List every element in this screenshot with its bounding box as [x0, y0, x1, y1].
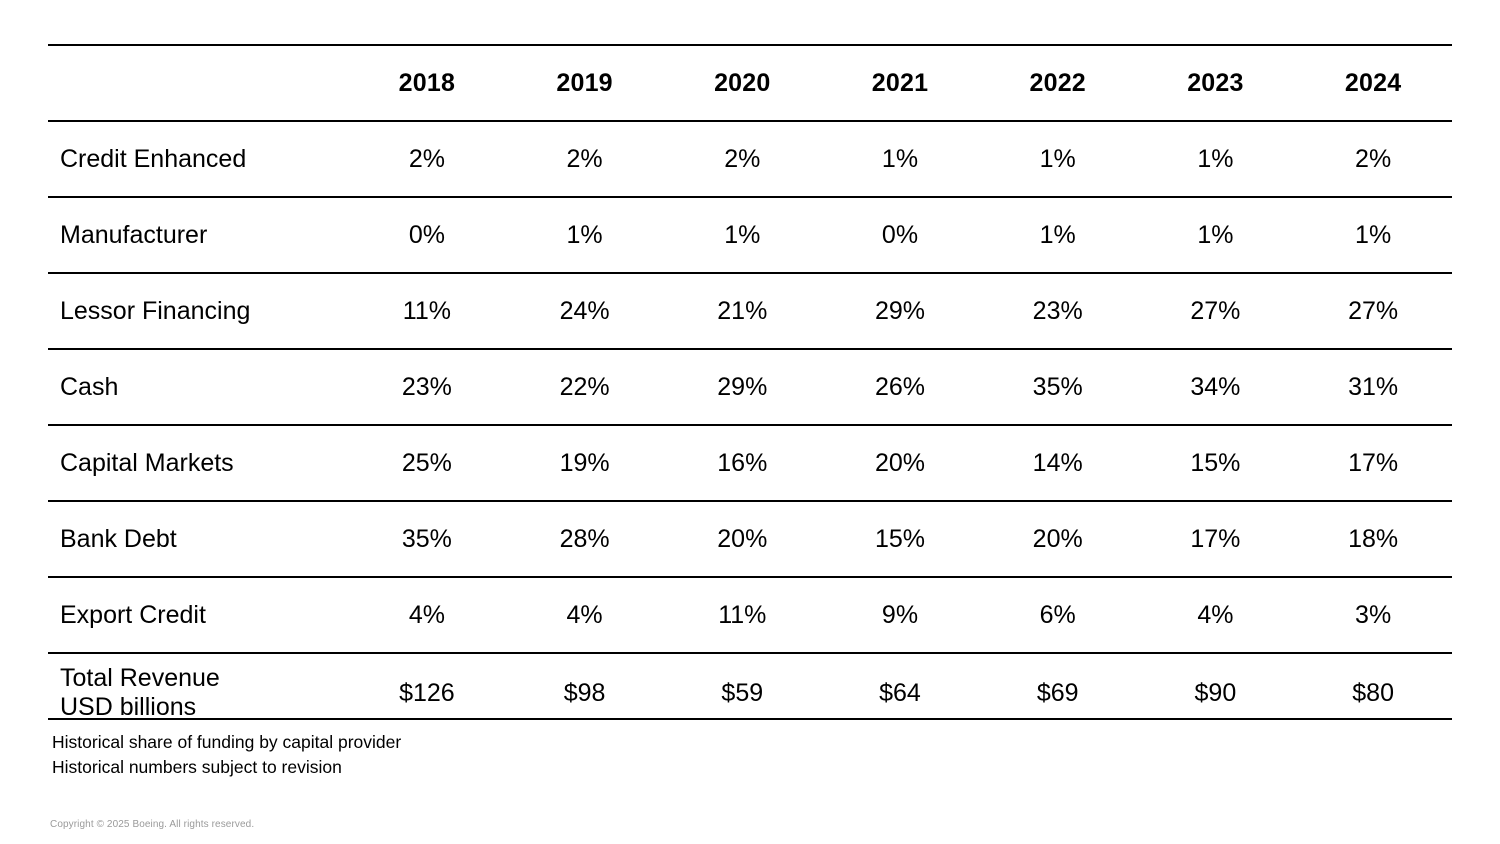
cell-value: 22% [506, 349, 664, 425]
cell-value: 1% [821, 121, 979, 197]
column-header-2021: 2021 [821, 45, 979, 121]
cell-value: 35% [979, 349, 1137, 425]
column-header-2023: 2023 [1137, 45, 1295, 121]
table-row-total [48, 653, 1452, 732]
total-label-line2: USD billions [60, 693, 197, 721]
column-header-2020: 2020 [663, 45, 821, 121]
cell-value: 6% [979, 577, 1137, 653]
cell-value: 3% [1294, 577, 1452, 653]
cell-value: 14% [979, 425, 1137, 501]
cell-value: 19% [506, 425, 664, 501]
cell-value: 20% [663, 501, 821, 577]
cell-value: 0% [821, 197, 979, 273]
cell-value-total: $64 [821, 653, 979, 732]
cell-value: 21% [663, 273, 821, 349]
table-row [48, 273, 1452, 349]
cell-value: 4% [348, 577, 506, 653]
cell-value: 1% [1137, 197, 1295, 273]
footnotes [52, 730, 401, 780]
cell-value: 35% [348, 501, 506, 577]
cell-value: 31% [1294, 349, 1452, 425]
cell-value: 26% [821, 349, 979, 425]
row-label: Cash [48, 349, 348, 425]
cell-value-total: $80 [1294, 653, 1452, 732]
cell-value-total: $126 [348, 653, 506, 732]
table-bottom-rule [48, 718, 1452, 720]
cell-value: 27% [1294, 273, 1452, 349]
cell-value: 16% [663, 425, 821, 501]
footnote-line-1: Historical share of funding by capital provider [52, 732, 402, 752]
cell-value: 24% [506, 273, 664, 349]
cell-value: 29% [821, 273, 979, 349]
total-label-line1: Total Revenue [60, 663, 220, 692]
footnote-line-2: Historical numbers subject to revision [52, 756, 342, 777]
cell-value: 2% [506, 121, 664, 197]
cell-value: 1% [506, 197, 664, 273]
cell-value: 4% [1137, 577, 1295, 653]
table-header-row [48, 45, 1452, 121]
table-header [48, 45, 1452, 121]
cell-value: 28% [506, 501, 664, 577]
cell-value: 15% [821, 501, 979, 577]
row-label: Bank Debt [48, 501, 348, 577]
cell-value: 1% [979, 197, 1137, 273]
table-body [48, 121, 1452, 732]
row-label: Capital Markets [48, 425, 348, 501]
cell-value: 9% [821, 577, 979, 653]
column-header-2024: 2024 [1294, 45, 1452, 121]
cell-value: 4% [506, 577, 664, 653]
funding-share-table [48, 44, 1452, 732]
cell-value: 1% [663, 197, 821, 273]
cell-value: 2% [1294, 121, 1452, 197]
cell-value-total: $98 [506, 653, 664, 732]
cell-value: 25% [348, 425, 506, 501]
row-label-total [48, 653, 348, 732]
cell-value: 11% [348, 273, 506, 349]
column-header-2019: 2019 [506, 45, 664, 121]
cell-value-total: $59 [663, 653, 821, 732]
cell-value: 27% [1137, 273, 1295, 349]
cell-value: 34% [1137, 349, 1295, 425]
cell-value: 17% [1294, 425, 1452, 501]
cell-value: 18% [1294, 501, 1452, 577]
column-header-2022: 2022 [979, 45, 1137, 121]
cell-value: 11% [663, 577, 821, 653]
cell-value: 15% [1137, 425, 1295, 501]
table-row [48, 577, 1452, 653]
row-label: Credit Enhanced [48, 121, 348, 197]
cell-value-total: $90 [1137, 653, 1295, 732]
cell-value: 17% [1137, 501, 1295, 577]
cell-value-total: $69 [979, 653, 1137, 732]
cell-value: 20% [821, 425, 979, 501]
table-row [48, 501, 1452, 577]
table-row [48, 197, 1452, 273]
funding-share-table-wrapper [48, 44, 1452, 732]
cell-value: 2% [663, 121, 821, 197]
cell-value: 1% [1137, 121, 1295, 197]
table-row [48, 425, 1452, 501]
cell-value: 20% [979, 501, 1137, 577]
cell-value: 23% [348, 349, 506, 425]
row-label-header [48, 45, 348, 121]
cell-value: 29% [663, 349, 821, 425]
column-header-2018: 2018 [348, 45, 506, 121]
cell-value: 1% [979, 121, 1137, 197]
row-label: Manufacturer [48, 197, 348, 273]
cell-value: 1% [1294, 197, 1452, 273]
copyright-notice: Copyright © 2025 Boeing. All rights reserved. [50, 819, 255, 830]
cell-value: 23% [979, 273, 1137, 349]
row-label: Lessor Financing [48, 273, 348, 349]
row-label: Export Credit [48, 577, 348, 653]
cell-value: 2% [348, 121, 506, 197]
cell-value: 0% [348, 197, 506, 273]
table-row [48, 121, 1452, 197]
table-row [48, 349, 1452, 425]
